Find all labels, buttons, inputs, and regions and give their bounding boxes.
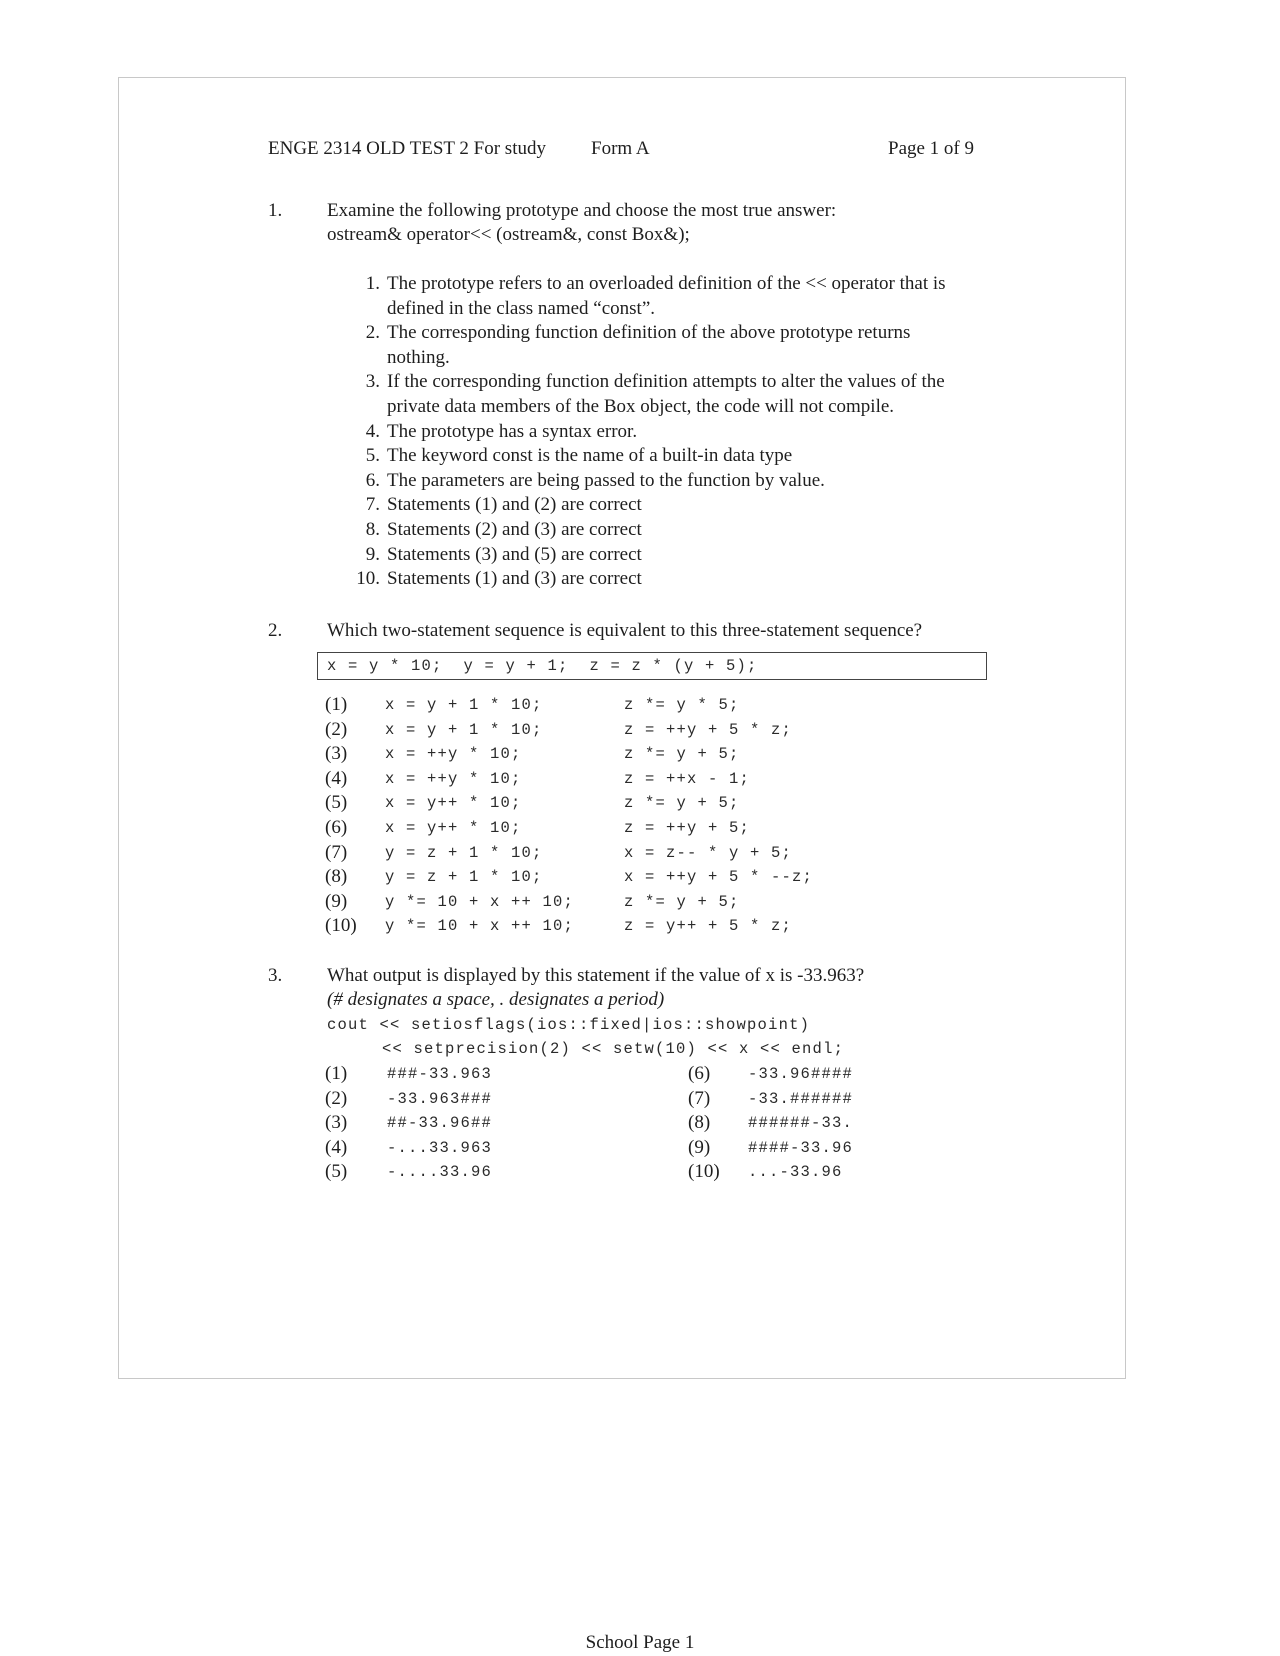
- sequence-box: [317, 652, 987, 680]
- q3-option-number: (9): [688, 1136, 711, 1158]
- q1-option-number: 4.: [365, 420, 380, 442]
- q2-option-number: (5): [325, 792, 348, 814]
- q1-option-text: Statements (2) and (3) are correct: [387, 519, 642, 540]
- q1-option-text: defined in the class named “const”.: [387, 297, 656, 319]
- q2-option-statement-b: z *= y * 5;: [624, 696, 740, 714]
- q2-option-statement-a: x = y++ * 10;: [385, 794, 522, 813]
- q2-option-number: (2): [325, 718, 348, 740]
- q3-code-line-1: cout << setiosflags(ios::fixed|ios::showpoint): [327, 1016, 811, 1034]
- q2-option-statement-b: z = y++ + 5 * z;: [624, 917, 793, 936]
- q1-option-text: The parameters are being passed to the function by value.: [387, 469, 825, 491]
- q2-option-statement-a: y = z + 1 * 10;: [385, 843, 543, 862]
- q2-option-statement-a: y = z + 1 * 10;: [385, 868, 543, 887]
- q1-option-number: 10.: [356, 568, 380, 590]
- q3-option-number: (3): [325, 1112, 348, 1134]
- q3-number: 3.: [268, 965, 283, 986]
- q3-option-value: -33.963###: [387, 1089, 493, 1108]
- q3-option-number: (2): [325, 1087, 348, 1109]
- q2-option-statement-b: z *= y + 5;: [624, 745, 740, 764]
- q2-option-statement-b: x = z-- * y + 5;: [624, 843, 793, 862]
- q2-option-number: (7): [325, 841, 348, 863]
- q1-option-number: 6.: [365, 469, 380, 491]
- q2-option-number: (6): [325, 817, 348, 838]
- q1-option-text: Statements (1) and (2) are correct: [387, 494, 642, 516]
- q3-option-number: (7): [688, 1087, 711, 1109]
- q2-option-statement-b: z *= y + 5;: [624, 892, 740, 911]
- q3-option-value: ...-33.96: [748, 1163, 843, 1182]
- q1-option-text: The corresponding function definition of the above prototype returns: [387, 322, 911, 344]
- q2-option-statement-b: z = ++y + 5 * z;: [624, 720, 793, 739]
- q2-option-number: (3): [325, 743, 348, 765]
- q2-option-statement-b: x = ++y + 5 * --z;: [624, 868, 814, 887]
- q1-option-number: 7.: [365, 494, 380, 516]
- q3-option-value: ####-33.96: [748, 1138, 854, 1157]
- q1-option-text: If the corresponding function definition attempts to alter the values of the: [387, 371, 945, 393]
- q3-option-value: ##-33.96##: [387, 1114, 493, 1133]
- q1-option-text: Statements (3) and (5) are correct: [387, 543, 642, 565]
- q2-option-statement-a: y *= 10 + x ++ 10;: [385, 892, 575, 911]
- q3-option-value: ###-33.963: [387, 1065, 493, 1083]
- q1-option-number: 8.: [365, 519, 380, 540]
- q3-option-value: ######-33.: [748, 1114, 854, 1133]
- q3-prompt: What output is displayed by this statement if the value of x is -33.963?: [327, 965, 865, 986]
- q1-option-number: 3.: [365, 371, 380, 393]
- q2-number: 2.: [268, 620, 283, 641]
- page-footer: School Page 1: [585, 1632, 695, 1653]
- q2-option-statement-a: x = y + 1 * 10;: [385, 720, 543, 739]
- q2-option-statement-b: z *= y + 5;: [624, 794, 740, 813]
- q1-option-number: 2.: [365, 322, 380, 344]
- q3-note: (# designates a space, . designates a period): [327, 989, 665, 1010]
- q1-prompt: Examine the following prototype and choose the most true answer:: [327, 200, 837, 221]
- q3-option-value: -33.######: [748, 1089, 854, 1108]
- test-title: ENGE 2314 OLD TEST 2 For study: [268, 138, 546, 159]
- q1-option-number: 5.: [365, 445, 380, 467]
- q3-code-line-2: << setprecision(2) << setw(10) << x << endl;: [382, 1040, 845, 1058]
- q3-option-number: (4): [325, 1136, 348, 1158]
- q1-option-text: Statements (1) and (3) are correct: [387, 568, 642, 590]
- q2-option-statement-a: x = y + 1 * 10;: [385, 696, 543, 714]
- q3-option-number: (1): [325, 1063, 348, 1084]
- q3-option-number: (8): [688, 1112, 711, 1134]
- form-label: Form A: [591, 138, 650, 159]
- q2-option-number: (1): [325, 694, 348, 715]
- q1-prototype: ostream& operator<< (ostream&, const Box&);: [327, 224, 690, 245]
- q1-option-number: 1.: [365, 273, 380, 294]
- q1-number: 1.: [268, 200, 283, 221]
- q3-option-number: (5): [325, 1161, 348, 1183]
- q3-option-value: -....33.96: [387, 1163, 493, 1182]
- q1-option-text: nothing.: [387, 346, 450, 368]
- q2-option-number: (8): [325, 866, 348, 888]
- q3-option-value: -...33.963: [387, 1138, 493, 1157]
- q2-option-statement-a: x = ++y * 10;: [385, 745, 522, 764]
- q2-option-statement-a: x = y++ * 10;: [385, 819, 522, 837]
- q2-option-number: (10): [325, 915, 357, 937]
- q1-option-number: 9.: [365, 543, 380, 565]
- q2-option-statement-b: z = ++x - 1;: [624, 769, 751, 788]
- sequence-code: x = y * 10; y = y + 1; z = z * (y + 5);: [327, 657, 758, 675]
- q2-prompt: Which two-statement sequence is equivalent to this three-statement sequence?: [327, 620, 923, 641]
- q3-option-value: -33.96####: [748, 1065, 854, 1083]
- q3-option-number: (6): [688, 1063, 711, 1084]
- q1-option-text: The prototype refers to an overloaded definition of the << operator that is: [387, 273, 946, 294]
- q2-option-statement-b: z = ++y + 5;: [624, 819, 751, 837]
- page-indicator: Page 1 of 9: [888, 138, 975, 159]
- q3-option-number: (10): [688, 1161, 720, 1183]
- q1-option-text: The keyword const is the name of a built-in data type: [387, 445, 793, 467]
- q2-option-statement-a: x = ++y * 10;: [385, 769, 522, 788]
- q2-option-number: (9): [325, 890, 348, 912]
- q1-option-text: private data members of the Box object, the code will not compile.: [387, 396, 895, 417]
- q2-option-number: (4): [325, 767, 348, 789]
- q1-option-text: The prototype has a syntax error.: [387, 420, 638, 442]
- q2-option-statement-a: y *= 10 + x ++ 10;: [385, 917, 575, 936]
